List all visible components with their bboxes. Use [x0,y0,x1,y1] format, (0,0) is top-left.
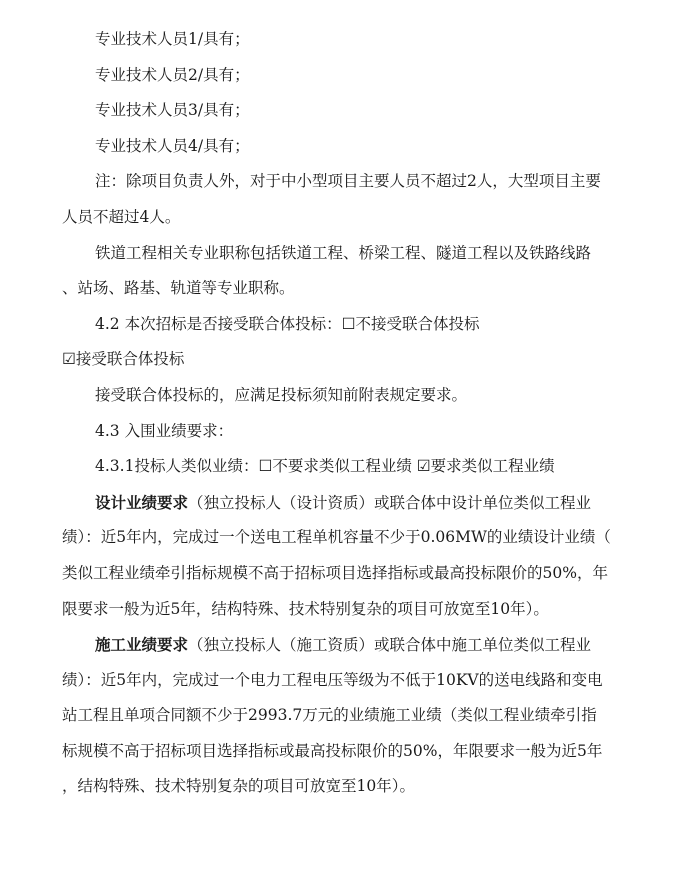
text-line: 4.3.1投标人类似业绩：☐不要求类似工程业绩 ☑要求类似工程业绩 [95,457,555,476]
text-line: 标规模不高于招标项目选择指标或最高投标限价的50%，年限要求一般为近5年 [62,741,603,760]
text-span: （独立投标人（施工资质）或联合体中施工单位类似工程业 [188,636,592,655]
text-line: 4.3 入围业绩要求： [95,421,234,440]
text-span: （独立投标人（设计资质）或联合体中设计单位类似工程业 [188,493,592,512]
text-line: 绩）：近5年内，完成过一个电力工程电压等级为不低于10KV的送电线路和变电 [62,670,603,689]
text-line: 4.2 本次招标是否接受联合体投标：☐不接受联合体投标 [95,314,480,333]
text-line [62,627,592,663]
heading-construction: 施工业绩要求 [95,635,189,655]
text-line: 限要求一般为近5年，结构特殊、技术特别复杂的项目可放宽至10年）。 [62,599,549,618]
text-line: 专业技术人员4/具有； [95,136,250,155]
text-line: 专业技术人员2/具有； [95,65,250,84]
text-line: 专业技术人员3/具有； [95,101,250,120]
text-line: 专业技术人员1/具有； [95,30,250,48]
text-line: 类似工程业绩牵引指标规模不高于招标项目选择指标或最高投标限价的50%，年 [62,563,608,582]
text-line: 铁道工程相关专业职称包括铁道工程、桥梁工程、隧道工程以及铁路线路 [95,243,592,262]
text-line: 绩）：近5年内，完成过一个送电工程单机容量不少于0.06MW的业绩设计业绩（ [62,528,611,547]
text-line: 站工程且单项合同额不少于2993.7万元的业绩施工业绩（类似工程业绩牵引指 [62,706,597,725]
text-line: 人员不超过4人。 [62,207,181,226]
text-line: 接受联合体投标的，应满足投标须知前附表规定要求。 [95,385,468,404]
text-line [62,485,592,521]
text-line: 、站场、路基、轨道等专业职称。 [62,279,295,298]
document-page [62,22,611,805]
text-line: ，结构特殊、技术特别复杂的项目可放宽至10年）。 [62,777,415,796]
text-line: 注：除项目负责人外，对于中小型项目主要人员不超过2人，大型项目主要 [95,172,601,191]
heading-design: 设计业绩要求 [95,492,189,512]
text-line: ☑接受联合体投标 [62,350,185,369]
